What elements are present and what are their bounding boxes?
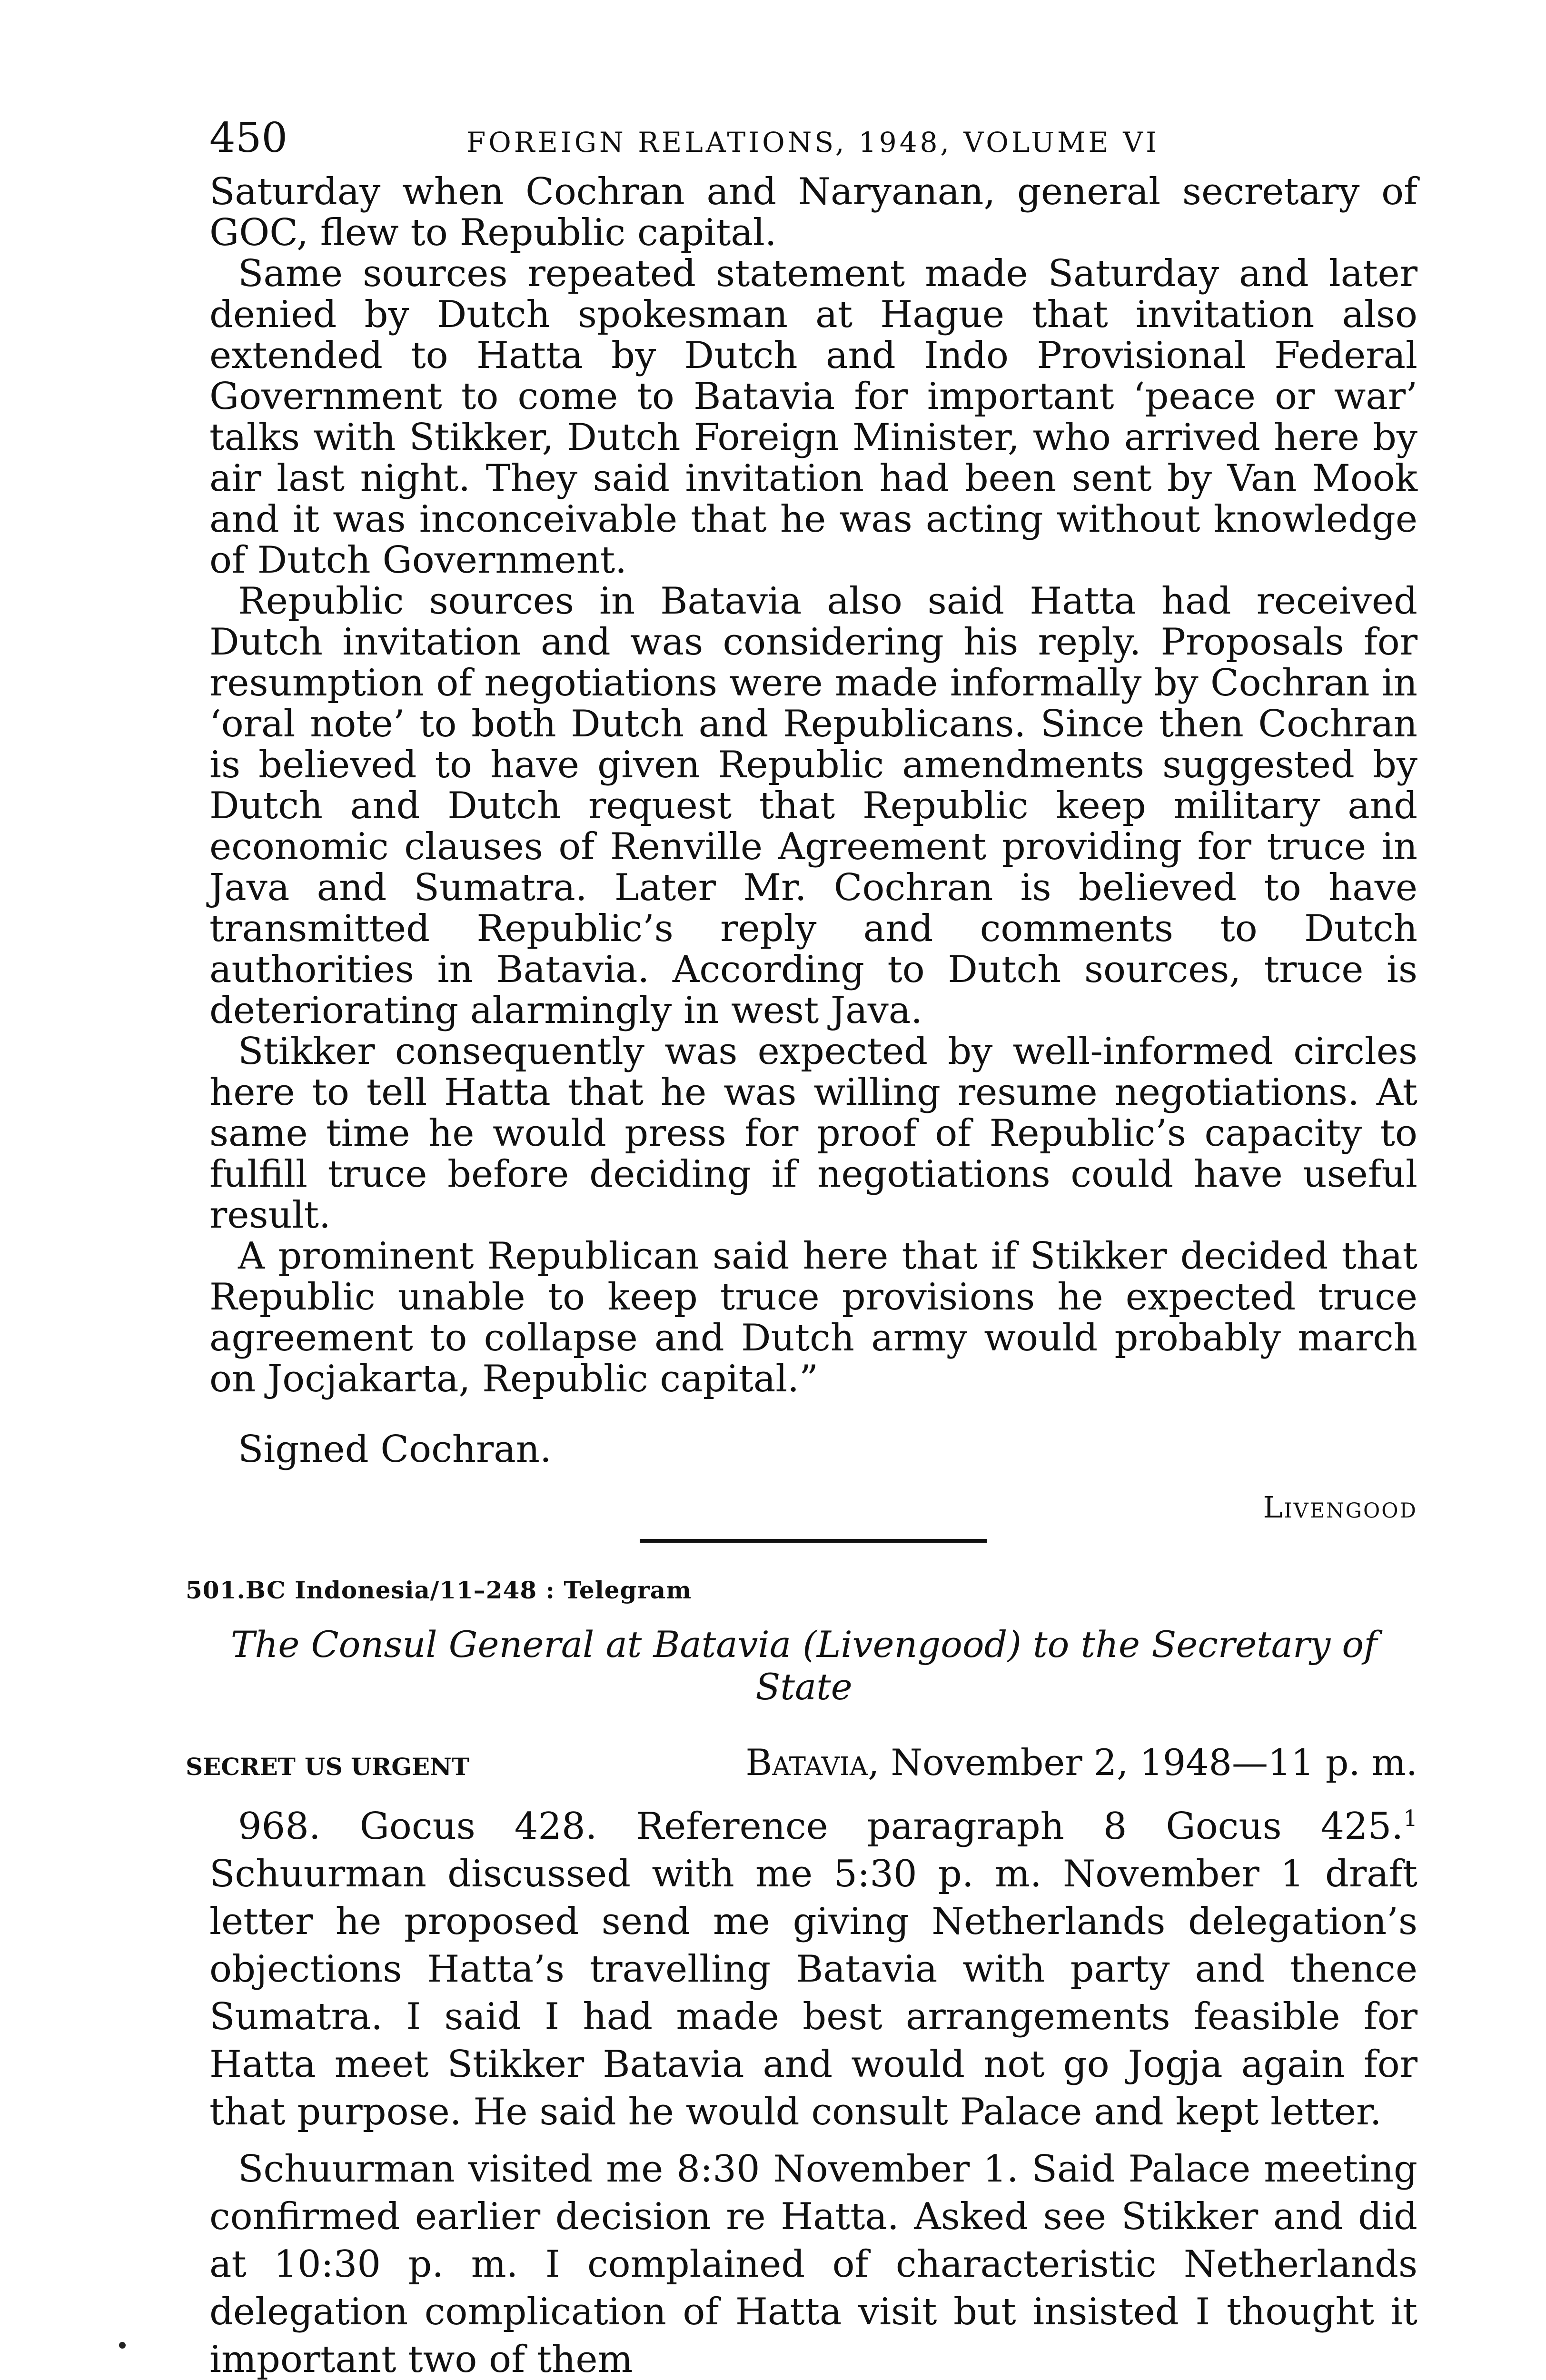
paragraph	[209, 1803, 1417, 2136]
file-reference: 501.BC Indonesia/11–248 : Telegram	[186, 1576, 692, 1604]
paragraph: A prominent Republican said here that if Stikker decided that Republic unable to keep truce provisions he expected truce agreement to collapse and Dutch army would probably march on Jocjakarta, Republic capital.”	[209, 1235, 1417, 1400]
continued-telegram-text	[209, 171, 1417, 1399]
paragraph-text: 968. Gocus 428. Reference paragraph 8 Gocus 425.	[238, 1805, 1404, 1848]
signer-name: Livengood	[1263, 1490, 1417, 1525]
paragraph-text: Schuurman discussed with me 5:30 p. m. November 1 draft letter he proposed send me giving Netherlands delegation’s objections Hatta’s travelling Batavia with party and thence Sumatra. I said I had made best arrangements feasible for Hatta meet Stikker Batavia and would not go Jogja again for that purpose. He said he would consult Palace and kept letter.	[209, 1853, 1417, 2133]
precedence-mark: US URGENT	[305, 1753, 469, 1781]
paragraph: Same sources repeated statement made Saturday and later denied by Dutch spokesman at Hague that invitation also extended to Hatta by Dutch and Indo Provisional Federal Government to come to Batavia for important ‘peace or war’ talks with Stikker, Dutch Foreign Minister, who arrived here by air last night. They said invitation had been sent by Van Mook and it was inconceivable that he was acting without knowledge of Dutch Government.	[209, 252, 1417, 582]
dateline-date: , November 2, 1948—11 p. m.	[868, 1741, 1417, 1784]
signature-line: Signed Cochran.	[238, 1428, 552, 1471]
page-number: 450	[209, 114, 288, 162]
page-speck	[119, 2342, 126, 2349]
paragraph: Saturday when Cochran and Naryanan, general secretary of GOC, flew to Republic capital.	[209, 170, 1417, 254]
dateline-place: Batavia	[745, 1741, 868, 1784]
telegram-header	[186, 1741, 1417, 1784]
paragraph: Republic sources in Batavia also said Hatta had received Dutch invitation and was considering his reply. Proposals for resumption of negotiations were made informally by Cochran in ‘oral note’ to both Dutch and Republicans. Since then Cochran is believed to have given Republic amendments suggested by Dutch and Dutch request that Republic keep military and economic clauses of Renville Agreement providing for truce in Java and Sumatra. Later Mr. Cochran is believed to have transmitted Republic’s reply and comments to Dutch authorities in Batavia. According to Dutch sources, truce is deteriorating alarmingly in west Java.	[209, 580, 1417, 1032]
classification-mark: SECRET	[186, 1753, 296, 1781]
footnote-reference[interactable]: 1	[1403, 1806, 1417, 1832]
telegram-body	[209, 1803, 1417, 2380]
paragraph: Stikker consequently was expected by well-informed circles here to tell Hatta that he was willing resume negotiations. At same time he would press for proof of Republic’s capacity to fulfill truce before deciding if negotiations could have useful result.	[209, 1030, 1417, 1237]
dateline	[685, 1741, 1417, 1784]
document-title: The Consul General at Batavia (Livengood) to the Secretary of State	[230, 1623, 1378, 1708]
running-head	[209, 114, 1417, 162]
paragraph: Schuurman visited me 8:30 November 1. Said Palace meeting confirmed earlier decision re Hatta. Asked see Stikker and did at 10:30 p. m. I complained of characteristic Netherlands delegation complication of Hatta visit but insisted I thought it important two of them	[209, 2148, 1417, 2380]
running-title: FOREIGN RELATIONS, 1948, VOLUME VI	[466, 126, 1160, 159]
section-divider	[640, 1539, 987, 1543]
